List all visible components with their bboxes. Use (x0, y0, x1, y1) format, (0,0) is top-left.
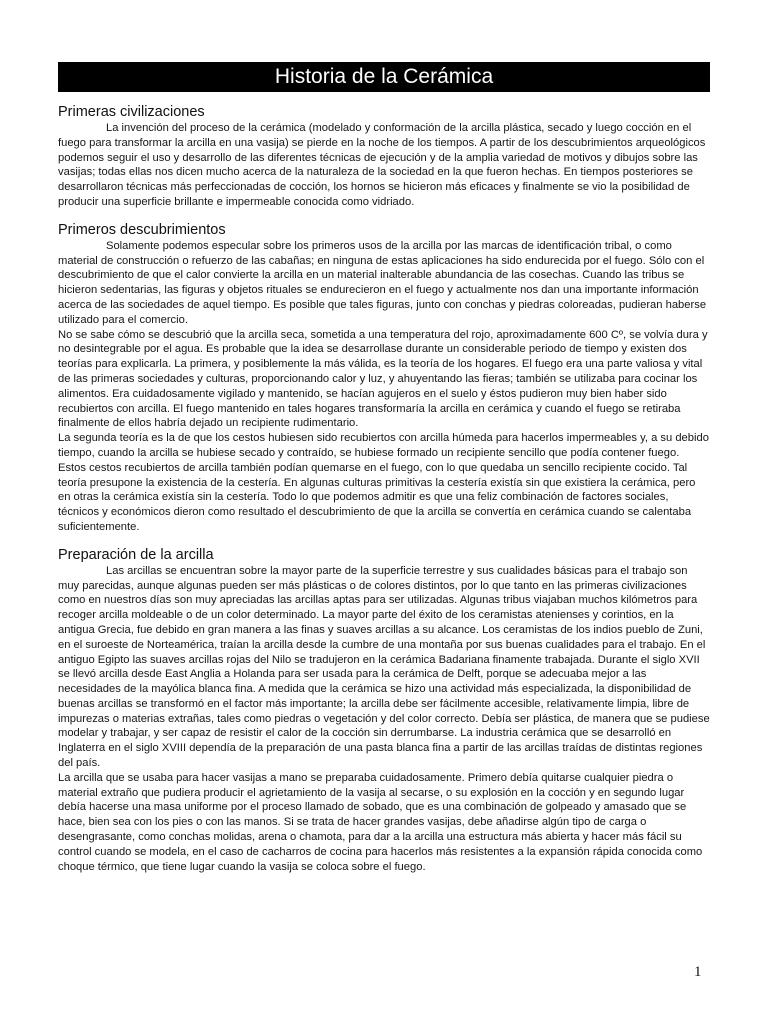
section-heading: Preparación de la arcilla (58, 546, 214, 563)
section-heading: Primeras civilizaciones (58, 104, 205, 120)
section-heading: Primeros descubrimientos (58, 221, 226, 238)
section-primeras-civilizaciones (58, 104, 710, 210)
paragraph: La invención del proceso de la cerámica (modelado y conformación de la arcilla plástica, secado y luego cocción en el fuego para transformar la arcilla en una vasija) se pierde en la noche de los tiempos. A partir de los descubrimientos arqueológicos podemos seguir el uso y desarrollo de las diferentes técnicas de ejecución y de la amplia variedad de motivos y dibujos sobre las vasijas; todas ellas nos dicen mucho acerca de la naturaleza de la sociedad en la que fueron hechas. En tiempos posteriores se desarrollaron técnicas más perfeccionadas de cocción, los hornos se hicieron más eficaces y finalmente se vio la posibilidad de producir una superficie brillante e impermeable conocida como vidriado. (58, 122, 706, 208)
section-preparacion-arcilla (58, 547, 710, 875)
document-title: Historia de la Cerámica (58, 62, 710, 92)
page-number: 1 (694, 964, 702, 980)
paragraph: Las arcillas se encuentran sobre la mayor parte de la superficie terrestre y sus cualidades básicas para el trabajo son muy parecidas, aunque algunas pueden ser más plásticas o de colores distintos, por lo que tanto en las primeras civilizaciones como en nuestros días son muy apreciadas las arcillas aptas para ser utilizadas. Algunas tribus viajaban muchos kilómetros para recoger arcilla moldeable o de un color determinado. La mayor parte del éxito de los ceramistas atenienses y corintios, en la antigua Grecia, fue debido en gran manera a las finas y suaves arcillas a su alcance. Los ceramistas de los indios pueblo de Zuni, en el suroeste de Norteamérica, traían la arcilla desde la cumbre de una montaña por sus buenas cualidades para el trabajo. En el antiguo Egipto las suaves arcillas rojas del Nilo se tradujeron en la cerámica Badariana finamente trabajada. Durante el siglo XVII se llevó arcilla desde East Anglia a Holanda para ser usada para la cerámica de Delft, porque se adecuaba mejor a las necesidades de la mayólica blanca fina. A medida que la cerámica se hizo una actividad más especializada, la disponibilidad de buenas arcillas se transformó en el factor más importante; la arcilla debe ser fácilmente accesible, relativamente limpia, libre de impurezas o materias extrañas, tales como piedras o vegetación y del color correcto. Debía ser plástica, de manera que se pudiese modelar y trabajar, y ser capaz de resistir el calor de la cocción sin derrumbarse. La industria cerámica que se desarrolló en Inglaterra en el siglo XVIII dependía de la preparación de una pasta blanca fina a partir de las arcillas traídas de distintas regiones del país. (58, 564, 710, 770)
document-page (58, 62, 710, 874)
paragraph: La segunda teoría es la de que los cestos hubiesen sido recubiertos con arcilla húmeda para hacerlos impermeables y, a su debido tiempo, cuando la arcilla se hubiese secado y contraído, se hubiese formado un recipiente sencillo que podía contener fuego. Estos cestos recubiertos de arcilla también podían quemarse en el fuego, con lo que quedaba un sencillo recipiente cocido. Tal teoría presupone la existencia de la cestería. En algunas culturas primitivas la cestería existía sin que existiera la cerámica, pero en otras la cerámica existía sin la cestería. Todo lo que podemos admitir es que una feliz combinación de factores sociales, técnicos y económicos dieron como resultado el descubrimiento de que la arcilla se convertía en cerámica cuando se calentaba suficientemente. (58, 432, 709, 533)
paragraph: No se sabe cómo se descubrió que la arcilla seca, sometida a una temperatura del rojo, aproximadamente 600 Cº, se volvía dura y no desintegrable por el agua. Es probable que la idea se desarrollase durante un considerable periodo de tiempo y existen dos teorías para explicarla. La primera, y posiblemente la más válida, es la teoría de los hogares. El fuego era una parte valiosa y vital de las primeras sociedades y culturas, proporcionando calor y luz, y ahuyentando las fieras; también se utilizaba para cocinar los alimentos. Era cuidadosamente vigilado y mantenido, se hacían agujeros en el suelo y éstos pudieron muy bien haber sido recubiertos con arcilla. El fuego mantenido en tales hogares transformaría la arcilla en cerámica y cuando el fuego se retiraba finalmente de ellos habría dejado un recipiente rudimentario. (58, 328, 708, 430)
section-primeros-descubrimientos (58, 222, 710, 535)
paragraph: La arcilla que se usaba para hacer vasijas a mano se preparaba cuidadosamente. Primero debía quitarse cualquier piedra o material extraño que pudiera producir el agrietamiento de la vasija al secarse, o su explosión en la cocción y en segundo lugar debía hacerse una masa uniforme por el proceso llamado de sobado, que es una combinación de golpeado y amasado que se hace, bien sea con los pies o con las manos. Si se trata de hacer grandes vasijas, debe añadirse algún tipo de carga o desengrasante, como conchas molidas, arena o chamota, para dar a la arcilla una estructura más abierta y hacer más fácil su control cuando se modela, en el caso de cacharros de cocina para hacerlos más resistentes a la expansión rápida conocida como choque térmico, que tiene lugar cuando la vasija se coloca sobre el fuego. (58, 771, 703, 873)
paragraph: Solamente podemos especular sobre los primeros usos de la arcilla por las marcas de identificación tribal, o como material de construcción o refuerzo de las cabañas; en ninguna de estas aplicaciones ha sido endurecida por el fuego. Sólo con el descubrimiento de que el calor convierte la arcilla en un material inalterable abundancia de las cosechas. Cuando las tribus se hicieron sedentarias, las figuras y objetos rituales se endurecieron en el fuego y actualmente nos dan una importante información acerca de las sociedades de aquel tiempo. Es posible que tales figuras, junto con conchas y piedras coloreadas, pudieran haberse utilizado para el comercio. (58, 239, 707, 326)
